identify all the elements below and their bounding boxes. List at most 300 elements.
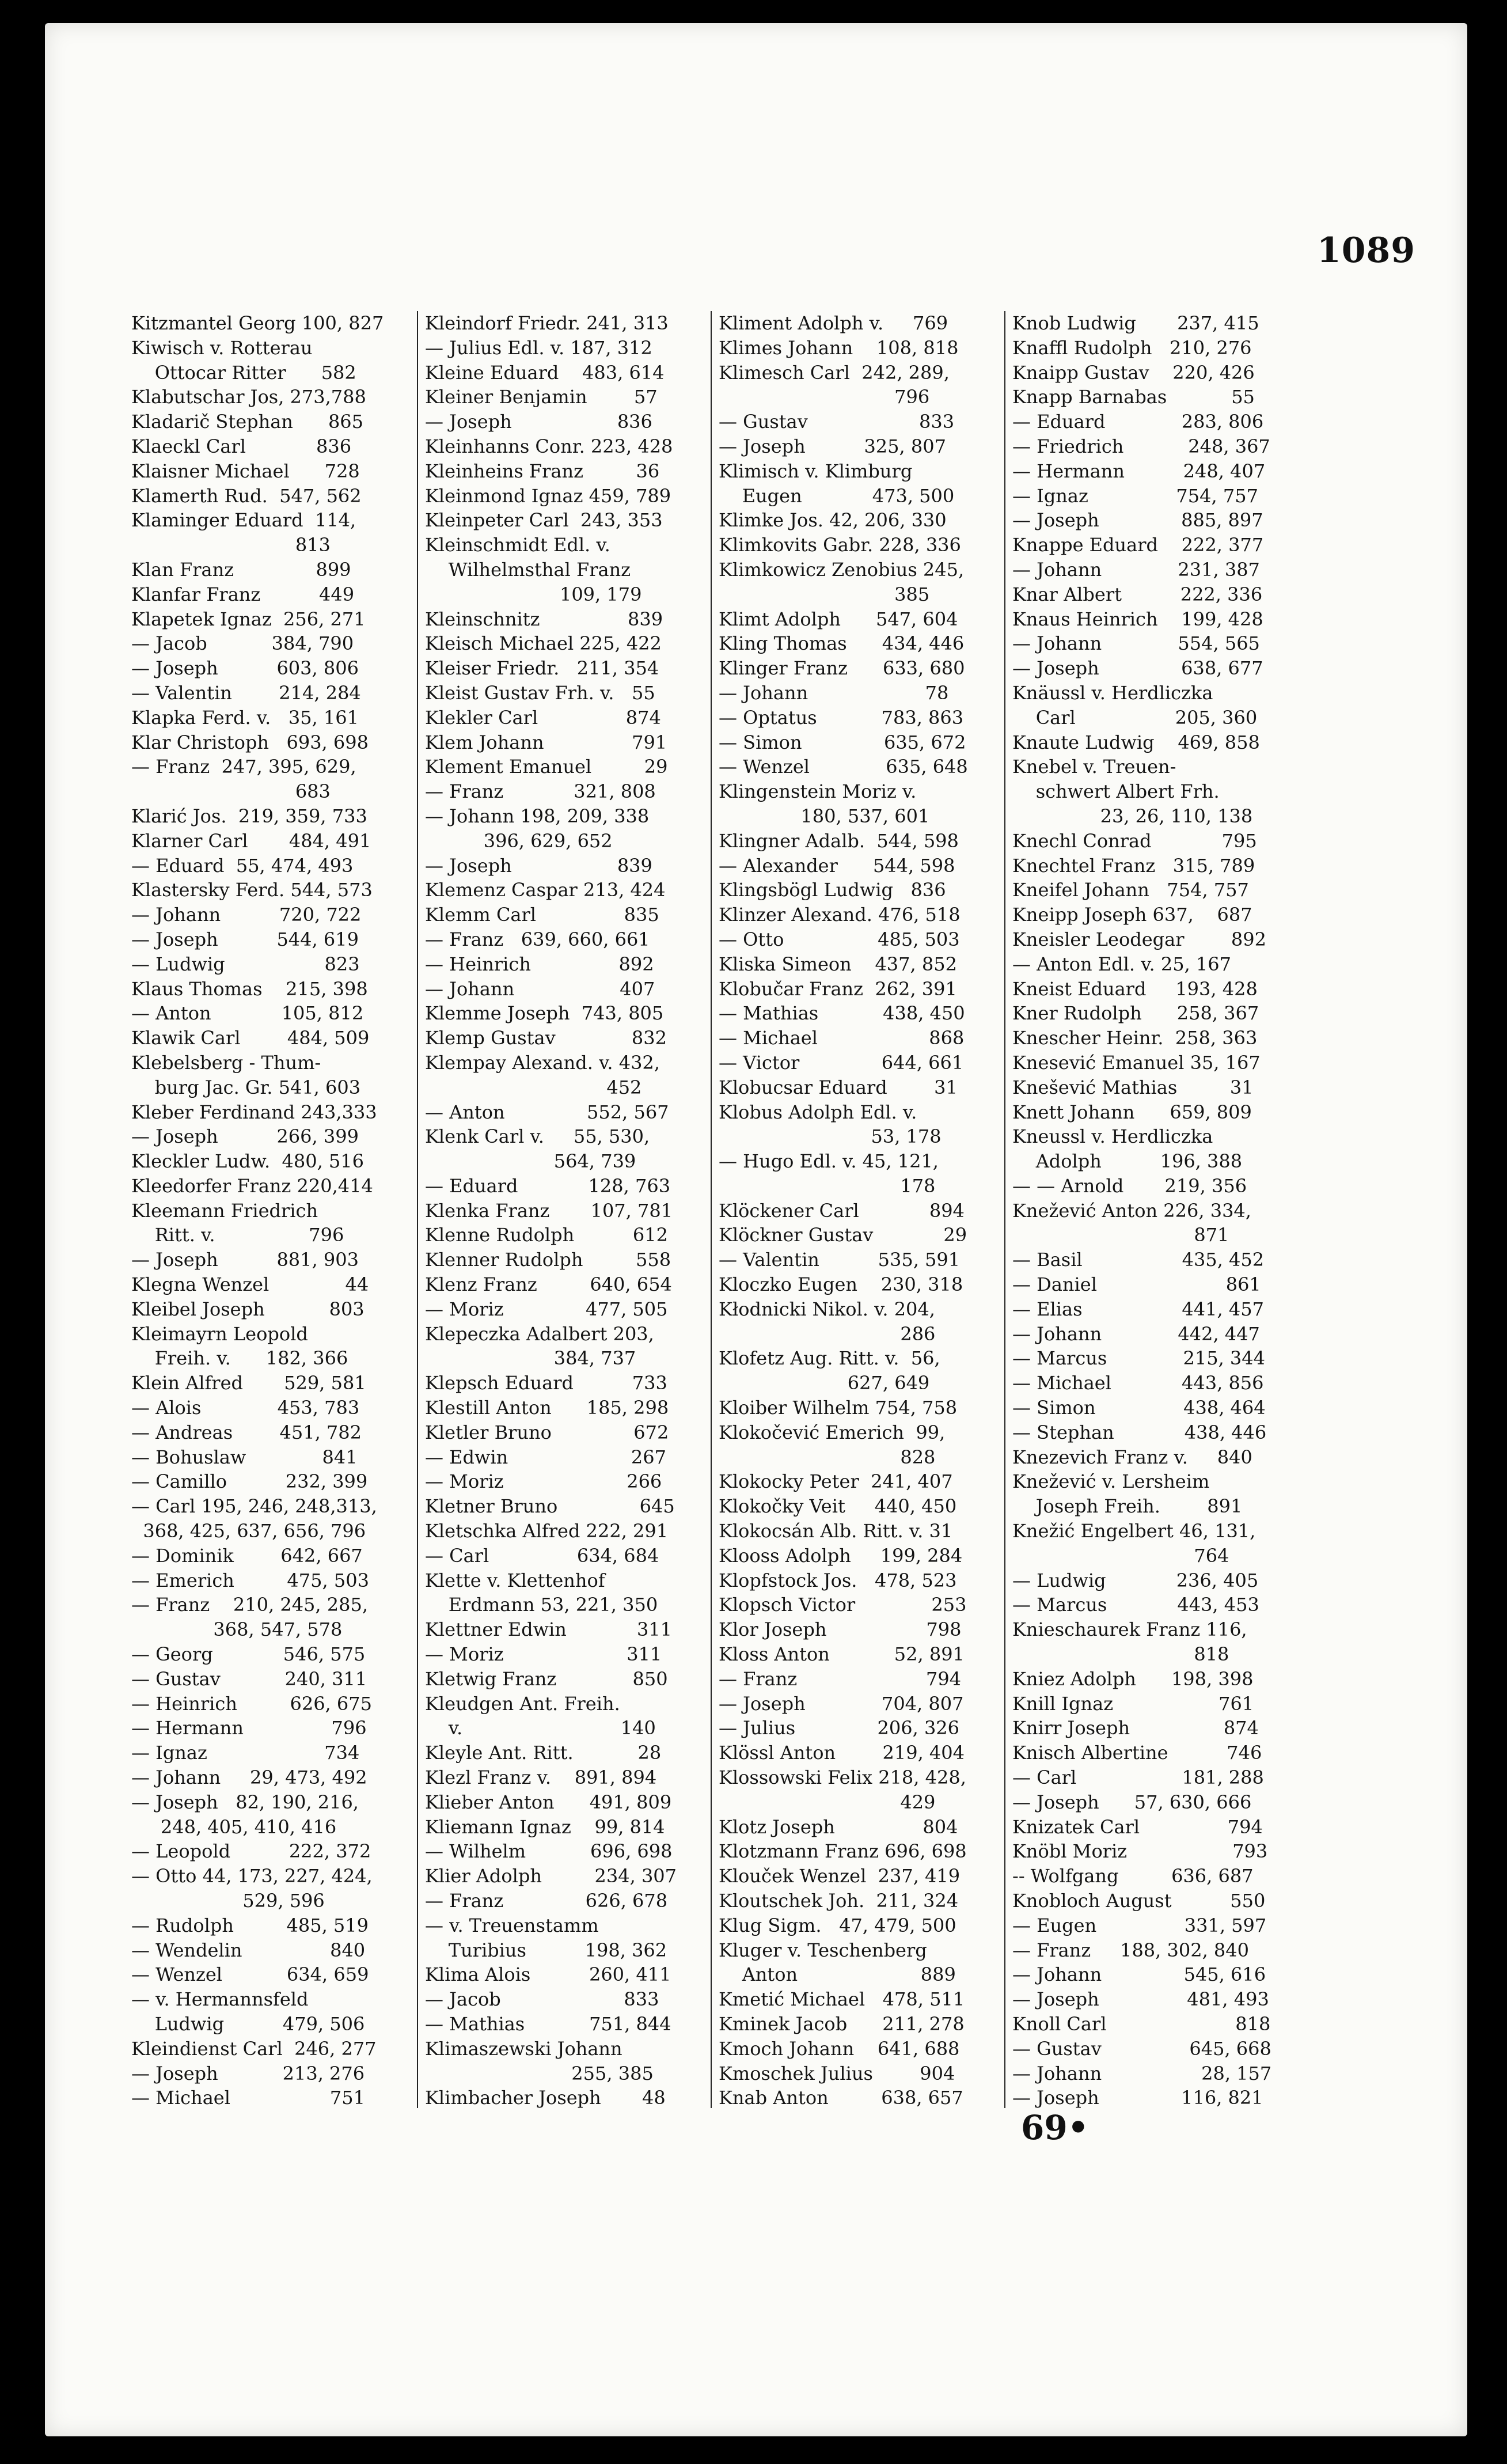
index-entry: Klaisner Michael 728 [131, 460, 360, 482]
index-entry: Kmoch Johann 641, 688 [719, 2037, 960, 2060]
index-entry: — Moriz 311 [425, 1643, 662, 1666]
index-entry: — Gustav 833 [719, 411, 955, 433]
index-entry: Klegna Wenzel 44 [131, 1273, 369, 1296]
index-entry: Klingsbögl Ludwig 836 [719, 879, 946, 901]
index-entry: Kleinhanns Conr. 223, 428 [425, 435, 673, 457]
index-entry: — Johann 231, 387 [1012, 558, 1260, 581]
index-entry: Klimbacher Joseph 48 [425, 2087, 666, 2109]
index-entry: — Franz 247, 395, 629, [131, 756, 356, 778]
index-entry: Klinzer Alexand. 476, 518 [719, 904, 961, 926]
index-entry: — Joseph 603, 806 [131, 657, 359, 680]
index-entry: Klarić Jos. 219, 359, 733 [131, 805, 367, 827]
index-entry: — Bohuslaw 841 [131, 1446, 358, 1468]
index-entry: 529, 596 [131, 1890, 325, 1912]
index-entry: — Joseph 836 [425, 411, 652, 433]
index-entry: — Ignaz 754, 757 [1012, 484, 1258, 507]
index-entry: Klemme Joseph 743, 805 [425, 1002, 664, 1025]
index-entry: 368, 547, 578 [131, 1618, 343, 1641]
index-entry: — — Arnold 219, 356 [1012, 1174, 1247, 1197]
index-entry: Klössl Anton 219, 404 [719, 1742, 965, 1764]
index-entry: Klapetek Ignaz 256, 271 [131, 608, 366, 630]
index-entry: — Anton 105, 812 [131, 1002, 364, 1025]
index-entry: Klabutschar Jos, 273,788 [131, 386, 366, 408]
index-entry: — Wilhelm 696, 698 [425, 1840, 673, 1863]
index-entry: Knob Ludwig 237, 415 [1012, 312, 1259, 334]
index-entry: Joseph Freih. 891 [1012, 1495, 1243, 1518]
index-entry: — Anton 552, 567 [425, 1101, 669, 1123]
index-entry: Knechl Conrad 795 [1012, 829, 1257, 852]
index-entry: Klastersky Ferd. 544, 573 [131, 879, 373, 901]
index-entry: Kleindorf Friedr. 241, 313 [425, 312, 669, 334]
index-entry: Klamerth Rud. 547, 562 [131, 484, 362, 507]
index-entry: — Moriz 477, 505 [425, 1298, 668, 1320]
index-entry: Knab Anton 638, 657 [719, 2087, 963, 2109]
index-entry: Klieber Anton 491, 809 [425, 1791, 672, 1813]
index-entry: Klug Sigm. 47, 479, 500 [719, 1914, 956, 1936]
index-entry: Knaute Ludwig 469, 858 [1012, 731, 1260, 753]
index-entry: — Gustav 240, 311 [131, 1667, 367, 1690]
index-entry: — Franz 210, 245, 285, [131, 1594, 368, 1616]
index-entry: — Alois 453, 783 [131, 1397, 360, 1419]
index-entry: Kner Rudolph 258, 367 [1012, 1002, 1259, 1025]
index-entry: — Andreas 451, 782 [131, 1421, 362, 1443]
index-entry: 23, 26, 110, 138 [1012, 805, 1253, 827]
index-entry: — Hugo Edl. v. 45, 121, [719, 1150, 939, 1173]
index-entry: Knar Albert 222, 336 [1012, 583, 1263, 605]
index-entry: Kitzmantel Georg 100, 827 [131, 312, 384, 334]
column-divider [1004, 311, 1005, 2108]
index-entry: — Ludwig 236, 405 [1012, 1569, 1259, 1591]
index-entry: Klaus Thomas 215, 398 [131, 977, 368, 1000]
index-entry: — Joseph 839 [425, 854, 652, 877]
index-entry: Knäussl v. Herdliczka [1012, 681, 1213, 704]
index-entry: Knett Johann 659, 809 [1012, 1101, 1252, 1123]
index-entry: Kliska Simeon 437, 852 [719, 953, 957, 975]
index-entry: — Eduard 55, 474, 493 [131, 854, 354, 877]
index-entry: Kletner Bruno 645 [425, 1495, 675, 1518]
index-entry: 429 [719, 1791, 936, 1813]
index-entry: 871 [1012, 1224, 1229, 1246]
index-entry: Klemenz Caspar 213, 424 [425, 879, 666, 901]
index-entry: — Hermann 248, 407 [1012, 460, 1266, 482]
index-entry: 180, 537, 601 [719, 805, 930, 827]
index-entry: Klobučar Franz 262, 391 [719, 977, 957, 1000]
index-entry: Klöckner Gustav 29 [719, 1224, 967, 1246]
index-entry: Kleibel Joseph 803 [131, 1298, 365, 1320]
index-entry: Knaffl Rudolph 210, 276 [1012, 336, 1252, 359]
index-entry: Klenner Rudolph 558 [425, 1249, 671, 1271]
index-entry: Klimisch v. Klimburg [719, 460, 913, 482]
index-entry: Knebel v. Treuen- [1012, 756, 1176, 778]
index-entry: Klier Adolph 234, 307 [425, 1865, 677, 1887]
index-entry: — Otto 44, 173, 227, 424, [131, 1865, 373, 1887]
index-entry: Klezl Franz v. 891, 894 [425, 1767, 657, 1789]
index-entry: — Daniel 861 [1012, 1273, 1261, 1296]
index-entry: Kleimayrn Leopold [131, 1322, 308, 1345]
index-entry: — Franz 639, 660, 661 [425, 928, 650, 950]
column-divider [711, 311, 712, 2108]
index-entry: Klar Christoph 693, 698 [131, 731, 369, 753]
index-entry: 385 [719, 583, 930, 605]
index-entry: — Franz 321, 808 [425, 780, 656, 803]
index-entry: Ottocar Ritter 582 [131, 361, 356, 384]
index-entry: Kleinheins Franz 36 [425, 460, 660, 482]
index-entry: Kleudgen Ant. Freih. [425, 1692, 620, 1715]
index-entry: — Wenzel 635, 648 [719, 756, 968, 778]
signature-mark: 69• [1021, 2108, 1089, 2147]
index-entry: — Joseph 213, 276 [131, 2062, 365, 2084]
index-entry: — Julius Edl. v. 187, 312 [425, 336, 652, 359]
index-entry: Kneisler Leodegar 892 [1012, 928, 1266, 950]
index-entry: Ritt. v. 796 [131, 1224, 344, 1246]
index-entry: — Johann 407 [425, 977, 655, 1000]
index-entry: Knaipp Gustav 220, 426 [1012, 361, 1255, 384]
index-entry: Anton 889 [719, 1963, 956, 1986]
index-entry: Kłodnicki Nikol. v. 204, [719, 1298, 935, 1320]
index-entry: Kloss Anton 52, 891 [719, 1643, 965, 1666]
index-entry: Kleinschnitz 839 [425, 608, 663, 630]
index-entry: Klan Franz 899 [131, 558, 351, 581]
index-entry: — Franz 794 [719, 1667, 962, 1690]
index-entry: Klimes Johann 108, 818 [719, 336, 959, 359]
index-entry: Klepsch Eduard 733 [425, 1372, 667, 1394]
index-entry: Kleemann Friedrich [131, 1199, 318, 1222]
index-entry: — Camillo 232, 399 [131, 1470, 368, 1493]
index-entry: Kleinmond Ignaz 459, 789 [425, 484, 671, 507]
index-entry: Knapp Barnabas 55 [1012, 386, 1255, 408]
index-entry: Kneist Eduard 193, 428 [1012, 977, 1258, 1000]
index-entry: — Gustav 645, 668 [1012, 2037, 1271, 2060]
index-entry: Knešević Mathias 31 [1012, 1076, 1254, 1098]
index-entry: — Jacob 384, 790 [131, 632, 354, 655]
index-entry: Klopfstock Jos. 478, 523 [719, 1569, 957, 1591]
index-entry: — Basil 435, 452 [1012, 1249, 1265, 1271]
index-entry: Kminek Jacob 211, 278 [719, 2012, 965, 2035]
index-entry: Knisch Albertine 746 [1012, 1742, 1262, 1764]
index-entry: Kleedorfer Franz 220,414 [131, 1174, 373, 1197]
index-entry: Kleinschmidt Edl. v. [425, 534, 610, 556]
index-entry: — Marcus 443, 453 [1012, 1594, 1259, 1616]
index-entry: Klimt Adolph 547, 604 [719, 608, 958, 630]
index-entry: — Mathias 438, 450 [719, 1002, 965, 1025]
index-entry: — Heinrich 892 [425, 953, 654, 975]
index-entry: Klobucsar Eduard 31 [719, 1076, 958, 1098]
index-entry: Klenne Rudolph 612 [425, 1224, 668, 1246]
index-entry: — Dominik 642, 667 [131, 1544, 363, 1567]
index-entry: — Heinrich 626, 675 [131, 1692, 372, 1715]
index-entry: Klöckener Carl 894 [719, 1199, 965, 1222]
index-entry: Kmetić Michael 478, 511 [719, 1988, 965, 2011]
index-entry: Knescher Heinr. 258, 363 [1012, 1027, 1258, 1049]
index-entry: 813 [131, 534, 331, 556]
column-divider [417, 311, 418, 2108]
index-entry: — Emerich 475, 503 [131, 1569, 369, 1591]
index-entry: — Mathias 751, 844 [425, 2012, 671, 2035]
index-entry: — Joseph 881, 903 [131, 1249, 359, 1271]
index-entry: — Carl 181, 288 [1012, 1767, 1264, 1789]
index-entry: — Valentin 535, 591 [719, 1249, 961, 1271]
index-entry: Klemp Gustav 832 [425, 1027, 667, 1049]
index-entry: Klarner Carl 484, 491 [131, 829, 371, 852]
index-entry: Turibius 198, 362 [425, 1939, 667, 1961]
index-entry: Klor Joseph 798 [719, 1618, 962, 1641]
index-entry: Kloiber Wilhelm 754, 758 [719, 1397, 958, 1419]
index-entry: Knill Ignaz 761 [1012, 1692, 1254, 1715]
index-entry: Klaeckl Carl 836 [131, 435, 352, 457]
index-entry: — Joseph 325, 807 [719, 435, 946, 457]
index-entry: Kletwig Franz 850 [425, 1667, 668, 1690]
index-entry: — Rudolph 485, 519 [131, 1914, 369, 1936]
index-entry: Knobloch August 550 [1012, 1890, 1266, 1912]
index-entry: Knöbl Moriz 793 [1012, 1840, 1268, 1863]
index-entry: Klemm Carl 835 [425, 904, 659, 926]
index-entry: 627, 649 [719, 1372, 930, 1394]
index-entry: — Wenzel 634, 659 [131, 1963, 369, 1986]
index-entry: 255, 385 [425, 2062, 654, 2084]
index-entry: — Simon 438, 464 [1012, 1397, 1266, 1419]
index-entry: Knizatek Carl 794 [1012, 1815, 1263, 1838]
index-column-3 [719, 311, 995, 2120]
index-entry: — Franz 188, 302, 840 [1012, 1939, 1249, 1961]
index-entry: Klimke Jos. 42, 206, 330 [719, 509, 947, 532]
page-number: 1089 [1317, 230, 1415, 271]
index-entry: — Michael 751 [131, 2087, 365, 2109]
index-entry: Kloczko Eugen 230, 318 [719, 1273, 963, 1296]
index-entry: Kniez Adolph 198, 398 [1012, 1667, 1254, 1690]
index-entry: 564, 739 [425, 1150, 636, 1173]
index-entry: Kleindienst Carl 246, 277 [131, 2037, 377, 2060]
index-entry: — Victor 644, 661 [719, 1051, 964, 1074]
index-entry: 796 [719, 386, 930, 408]
index-entry: Klopsch Victor 253 [719, 1594, 967, 1616]
index-entry: — Joseph 116, 821 [1012, 2087, 1263, 2109]
index-entry: — Joseph 82, 190, 216, [131, 1791, 359, 1813]
index-entry: Knesević Emanuel 35, 167 [1012, 1051, 1261, 1074]
index-entry: Klepeczka Adalbert 203, [425, 1322, 654, 1345]
index-entry: Knoll Carl 818 [1012, 2012, 1271, 2035]
index-entry: Kiwisch v. Rotterau [131, 336, 313, 359]
index-entry: Kleiner Benjamin 57 [425, 386, 658, 408]
index-entry: — Ignaz 734 [131, 1742, 360, 1764]
index-entry: Kleisch Michael 225, 422 [425, 632, 662, 655]
name-index-columns [131, 311, 1295, 2120]
index-entry: — Johann 198, 209, 338 [425, 805, 650, 827]
index-entry: Kleist Gustav Frh. v. 55 [425, 681, 655, 704]
index-entry: Kmoschek Julius 904 [719, 2062, 955, 2084]
index-entry: Klettner Edwin 311 [425, 1618, 673, 1641]
index-entry: Klette v. Klettenhof [425, 1569, 605, 1591]
index-entry: — Michael 443, 856 [1012, 1372, 1264, 1394]
index-entry: Kling Thomas 434, 446 [719, 632, 965, 655]
index-entry: Klawik Carl 484, 509 [131, 1027, 370, 1049]
index-entry: — Georg 546, 575 [131, 1643, 366, 1666]
index-entry: — v. Hermannsfeld [131, 1988, 309, 2011]
index-entry: Klokocky Peter 241, 407 [719, 1470, 953, 1493]
index-entry: Klimkovits Gabr. 228, 336 [719, 534, 961, 556]
index-entry: — Optatus 783, 863 [719, 706, 964, 729]
index-entry: 683 [131, 780, 331, 803]
index-entry: Klimesch Carl 242, 289, [719, 361, 950, 384]
index-entry: Klanfar Franz 449 [131, 583, 355, 605]
index-entry: Klenka Franz 107, 781 [425, 1199, 673, 1222]
index-entry: Kloutschek Joh. 211, 324 [719, 1890, 959, 1912]
index-entry: Klofetz Aug. Ritt. v. 56, [719, 1347, 940, 1370]
index-entry: Knieschaurek Franz 116, [1012, 1618, 1247, 1641]
index-entry: Ludwig 479, 506 [131, 2012, 365, 2035]
index-entry: Klokočević Emerich 99, [719, 1421, 946, 1443]
index-entry: — Joseph 885, 897 [1012, 509, 1263, 532]
index-entry: Klenz Franz 640, 654 [425, 1273, 672, 1296]
index-entry: — Joseph 57, 630, 666 [1012, 1791, 1252, 1813]
index-entry: Klokocsán Alb. Ritt. v. 31 [719, 1520, 953, 1542]
index-entry: Klotz Joseph 804 [719, 1815, 958, 1838]
index-entry: — v. Treuenstamm [425, 1914, 599, 1936]
index-entry: Klooss Adolph 199, 284 [719, 1544, 963, 1567]
index-entry: burg Jac. Gr. 541, 603 [131, 1076, 361, 1098]
index-entry: — Alexander 544, 598 [719, 854, 955, 877]
index-entry: Klement Emanuel 29 [425, 756, 668, 778]
index-entry: Klokočky Veit 440, 450 [719, 1495, 957, 1518]
index-column-2 [425, 311, 701, 2120]
index-entry: Klobus Adolph Edl. v. [719, 1101, 917, 1123]
index-entry: Kliemann Ignaz 99, 814 [425, 1815, 665, 1838]
index-entry: Carl 205, 360 [1012, 706, 1258, 729]
index-entry: Knaus Heinrich 199, 428 [1012, 608, 1263, 630]
index-entry: Kneussl v. Herdliczka [1012, 1125, 1213, 1148]
index-entry: — Stephan 438, 446 [1012, 1421, 1267, 1443]
index-entry: — Johann 29, 473, 492 [131, 1767, 367, 1789]
index-entry: Knežić Engelbert 46, 131, [1012, 1520, 1256, 1542]
index-entry: Kletler Bruno 672 [425, 1421, 669, 1443]
index-entry: — Johann 545, 616 [1012, 1963, 1266, 1986]
index-entry: 764 [1012, 1544, 1229, 1567]
index-column-1 [131, 311, 408, 2120]
index-entry: — Franz 626, 678 [425, 1890, 668, 1912]
index-entry: — Jacob 833 [425, 1988, 659, 2011]
index-entry: — Carl 634, 684 [425, 1544, 659, 1567]
index-entry: — Joseph 544, 619 [131, 928, 359, 950]
index-entry: — Elias 441, 457 [1012, 1298, 1264, 1320]
index-entry: — Eduard 128, 763 [425, 1174, 671, 1197]
index-entry: — Julius 206, 326 [719, 1717, 960, 1739]
index-entry: — Marcus 215, 344 [1012, 1347, 1265, 1370]
index-entry: 368, 425, 637, 656, 796 [131, 1520, 366, 1542]
index-entry: — Eduard 283, 806 [1012, 411, 1264, 433]
index-entry: Kliment Adolph v. 769 [719, 312, 948, 334]
index-entry: Kleinpeter Carl 243, 353 [425, 509, 663, 532]
index-entry: Klapka Ferd. v. 35, 161 [131, 706, 359, 729]
index-entry: Klempay Alexand. v. 432, [425, 1051, 660, 1074]
index-entry: Klotzmann Franz 696, 698 [719, 1840, 967, 1863]
index-entry: 248, 405, 410, 416 [131, 1815, 337, 1838]
index-entry: — Hermann 796 [131, 1717, 367, 1739]
index-entry: Klestill Anton 185, 298 [425, 1397, 669, 1419]
index-entry: Klimaszewski Johann [425, 2037, 622, 2060]
index-entry: Kleine Eduard 483, 614 [425, 361, 665, 384]
index-entry: — Johann 78 [719, 681, 949, 704]
index-entry: — Joseph 704, 807 [719, 1692, 964, 1715]
index-entry: 452 [425, 1076, 642, 1098]
index-entry: — Valentin 214, 284 [131, 681, 361, 704]
index-entry: Klossowski Felix 218, 428, [719, 1767, 966, 1789]
index-entry: v. 140 [425, 1717, 656, 1739]
index-entry: Erdmann 53, 221, 350 [425, 1594, 658, 1616]
index-entry: Kleckler Ludw. 480, 516 [131, 1150, 364, 1173]
index-entry: — Moriz 266 [425, 1470, 662, 1493]
index-entry: Kleiser Friedr. 211, 354 [425, 657, 659, 680]
index-entry: Klingner Adalb. 544, 598 [719, 829, 959, 852]
index-column-4 [1012, 311, 1289, 2120]
index-entry: — Johann 554, 565 [1012, 632, 1260, 655]
index-entry: schwert Albert Frh. [1012, 780, 1220, 803]
index-entry: 286 [719, 1322, 936, 1345]
index-entry: — Edwin 267 [425, 1446, 666, 1468]
index-entry: — Leopold 222, 372 [131, 1840, 371, 1863]
index-page [45, 23, 1467, 2436]
index-entry: Adolph 196, 388 [1012, 1150, 1243, 1173]
index-entry: Klenk Carl v. 55, 530, [425, 1125, 650, 1148]
index-entry: Kladarič Stephan 865 [131, 411, 364, 433]
index-entry: -- Wolfgang 636, 687 [1012, 1865, 1254, 1887]
index-entry: Klebelsberg - Thum- [131, 1051, 321, 1074]
index-entry: — Joseph 266, 399 [131, 1125, 359, 1148]
index-entry: Klinger Franz 633, 680 [719, 657, 965, 680]
index-entry: — Simon 635, 672 [719, 731, 966, 753]
index-entry: — Eugen 331, 597 [1012, 1914, 1267, 1936]
index-entry: Klekler Carl 874 [425, 706, 661, 729]
index-entry: — Joseph 481, 493 [1012, 1988, 1269, 2011]
index-entry: Wilhelmsthal Franz [425, 558, 631, 581]
index-entry: — Johann 442, 447 [1012, 1322, 1260, 1345]
index-entry: Knezevich Franz v. 840 [1012, 1446, 1252, 1468]
index-entry: 53, 178 [719, 1125, 942, 1148]
index-entry: — Johann 28, 157 [1012, 2062, 1272, 2084]
index-entry: — Joseph 638, 677 [1012, 657, 1263, 680]
index-entry: Klein Alfred 529, 581 [131, 1372, 366, 1394]
index-entry: — Carl 195, 246, 248,313, [131, 1495, 377, 1518]
index-entry: 384, 737 [425, 1347, 636, 1370]
index-entry: Klem Johann 791 [425, 731, 667, 753]
index-entry: — Anton Edl. v. 25, 167 [1012, 953, 1231, 975]
index-entry: Freih. v. 182, 366 [131, 1347, 348, 1370]
index-entry: Klima Alois 260, 411 [425, 1963, 671, 1986]
index-entry: 828 [719, 1446, 936, 1468]
index-entry: Knežević Anton 226, 334, [1012, 1199, 1251, 1222]
index-entry: — Ludwig 823 [131, 953, 360, 975]
index-entry: Knechtel Franz 315, 789 [1012, 854, 1255, 877]
index-entry: — Otto 485, 503 [719, 928, 960, 950]
index-entry: 178 [719, 1174, 936, 1197]
index-entry: Klaminger Eduard 114, [131, 509, 356, 532]
index-entry: Kluger v. Teschenberg [719, 1939, 927, 1961]
index-entry: Kletschka Alfred 222, 291 [425, 1520, 669, 1542]
index-entry: Kneipp Joseph 637, 687 [1012, 904, 1252, 926]
index-entry: Knežević v. Lersheim [1012, 1470, 1210, 1493]
index-entry: — Wendelin 840 [131, 1939, 366, 1961]
index-entry: — Friedrich 248, 367 [1012, 435, 1270, 457]
index-entry: 109, 179 [425, 583, 642, 605]
index-entry: Klouček Wenzel 237, 419 [719, 1865, 961, 1887]
index-entry: Klimkowicz Zenobius 245, [719, 558, 965, 581]
index-entry: 818 [1012, 1643, 1229, 1666]
index-entry: Kleyle Ant. Ritt. 28 [425, 1742, 662, 1764]
index-entry: Eugen 473, 500 [719, 484, 955, 507]
index-entry: Kleber Ferdinand 243,333 [131, 1101, 377, 1123]
index-entry: Kneifel Johann 754, 757 [1012, 879, 1249, 901]
index-entry: — Michael 868 [719, 1027, 965, 1049]
index-entry: Klingenstein Moriz v. [719, 780, 917, 803]
index-entry: Knappe Eduard 222, 377 [1012, 534, 1264, 556]
